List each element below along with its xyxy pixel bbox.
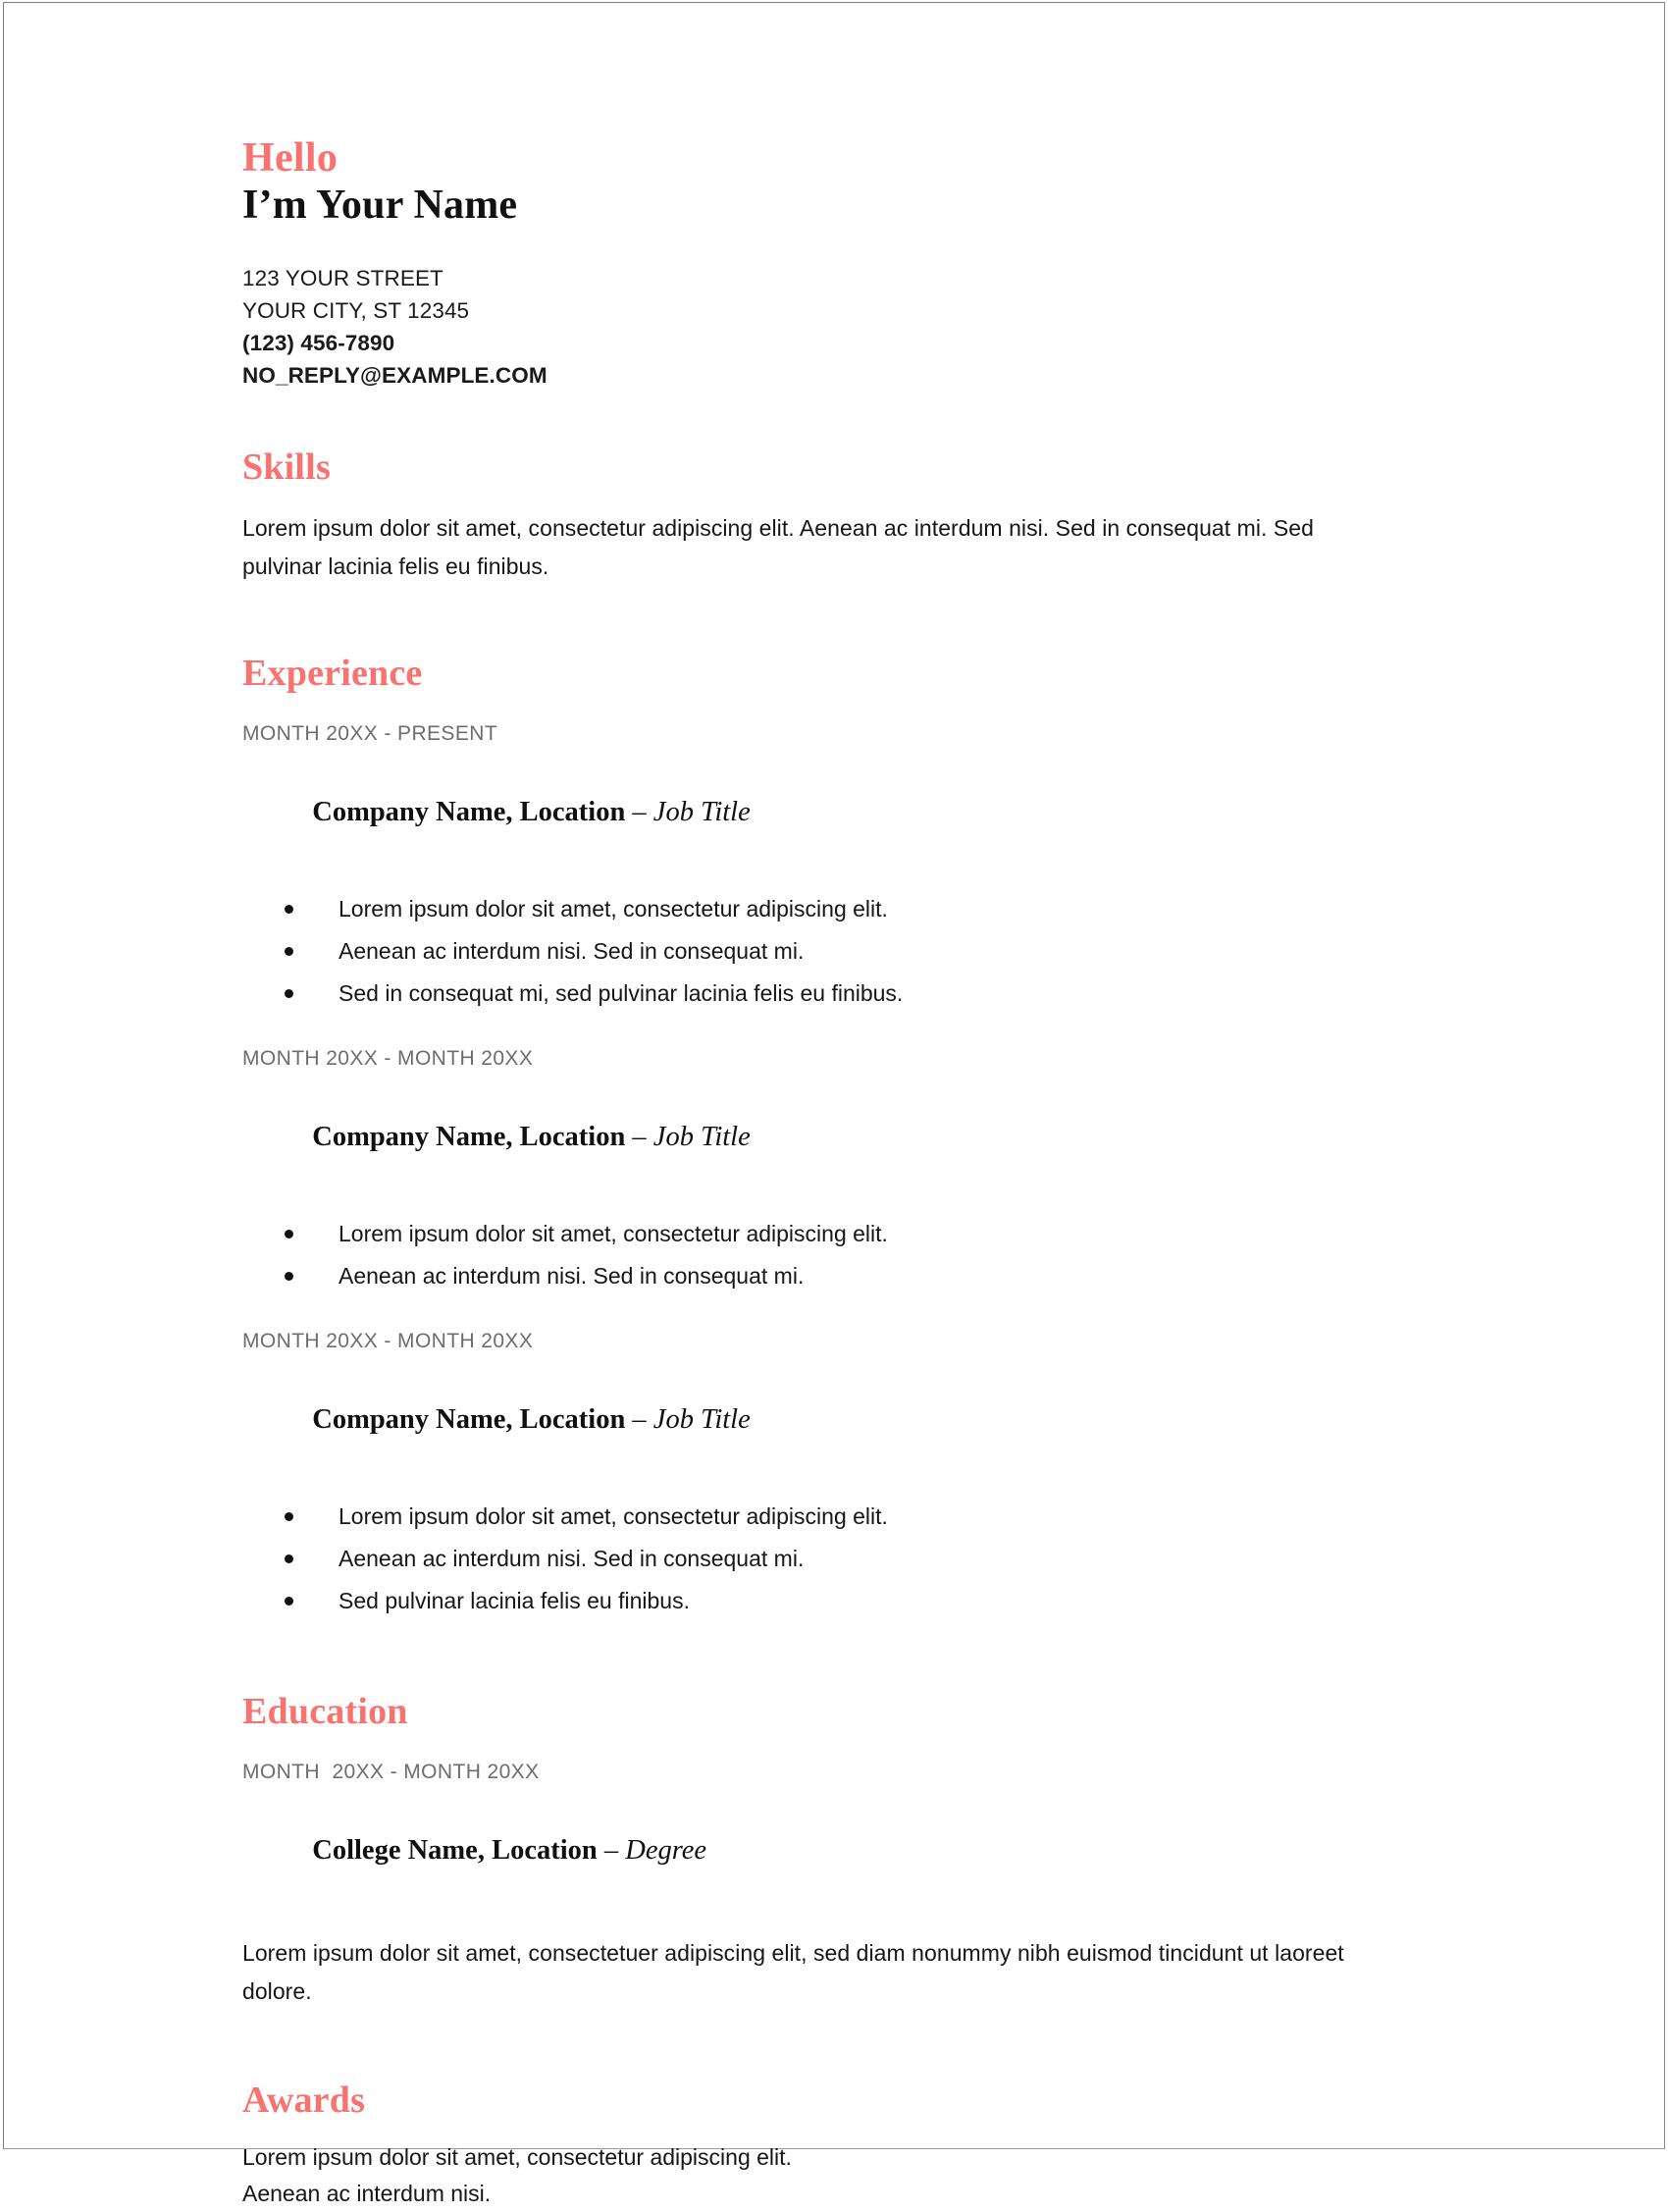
entry-bullet-list [242, 1496, 1410, 1622]
list-item-text: Aenean ac interdum nisi. Sed in consequat mi. [339, 937, 805, 964]
entry-organization: Company Name, Location [312, 1403, 626, 1435]
entry-title [242, 1358, 1410, 1482]
section-awards [242, 2081, 1410, 2212]
contact-phone: (123) 456-7890 [242, 330, 395, 355]
education-entry [242, 1758, 1410, 1913]
experience-entry [242, 1044, 1410, 1297]
list-item-text: Aenean ac interdum nisi. Sed in consequat mi. [339, 1262, 805, 1289]
bullet-icon [285, 947, 293, 956]
list-item [242, 1255, 1410, 1297]
entry-bullet-list [242, 1213, 1410, 1297]
bullet-icon [285, 905, 293, 914]
entry-role: Job Title [652, 1403, 751, 1435]
section-heading-education: Education [242, 1690, 408, 1732]
list-item [242, 1538, 1410, 1580]
section-education [242, 1690, 1410, 2011]
bullet-icon [285, 1272, 293, 1281]
awards-line-2: Aenean ac interdum nisi. [242, 2181, 492, 2207]
bullet-icon [285, 1554, 293, 1563]
list-item [242, 973, 1410, 1015]
entry-bullet-list [242, 888, 1410, 1015]
entry-role: Job Title [652, 1121, 751, 1152]
section-skills [242, 448, 1410, 586]
bullet-icon [285, 1597, 293, 1606]
list-item [242, 888, 1410, 930]
list-item [242, 1496, 1410, 1538]
entry-title [242, 1076, 1410, 1199]
bullet-icon [285, 1230, 293, 1238]
list-item-text: Lorem ipsum dolor sit amet, consectetur adipiscing elit. [339, 895, 888, 922]
list-item [242, 1580, 1410, 1622]
contact-block [242, 262, 1410, 392]
section-heading-experience: Experience [242, 652, 423, 694]
entry-role: Job Title [652, 796, 751, 827]
entry-date: MONTH 20XX - MONTH 20XX [242, 1760, 540, 1783]
section-heading-skills: Skills [242, 446, 331, 488]
bullet-icon [285, 1512, 293, 1521]
entry-title [242, 1789, 1410, 1913]
experience-entry [242, 1327, 1410, 1622]
contact-street: 123 YOUR STREET [242, 265, 443, 290]
contact-email: NO_REPLY@EXAMPLE.COM [242, 362, 547, 388]
entry-role: Degree [625, 1834, 707, 1866]
section-experience [242, 652, 1410, 1622]
entry-separator: – [625, 1403, 653, 1435]
list-item-text: Sed in consequat mi, sed pulvinar lacinia felis eu finibus. [339, 979, 904, 1006]
list-item [242, 930, 1410, 973]
list-item [242, 1213, 1410, 1255]
resume-content [242, 137, 1410, 2212]
experience-entry [242, 719, 1410, 1015]
bullet-icon [285, 989, 293, 998]
awards-line-1: Lorem ipsum dolor sit amet, consectetur adipiscing elit. [242, 2144, 792, 2171]
list-item-text: Sed pulvinar lacinia felis eu finibus. [339, 1587, 690, 1613]
contact-city-state-zip: YOUR CITY, ST 12345 [242, 297, 470, 323]
section-heading-awards: Awards [242, 2079, 366, 2121]
page-title: I’m Your Name [242, 182, 518, 228]
entry-title [242, 751, 1410, 874]
skills-body: Lorem ipsum dolor sit amet, consectetur adipiscing elit. Aenean ac interdum nisi. Sed in consequat mi. Sed pulvinar lacinia felis eu finibus. [242, 514, 1314, 579]
entry-separator: – [625, 796, 653, 827]
resume-header [242, 137, 1410, 392]
entry-date: MONTH 20XX - MONTH 20XX [242, 1329, 534, 1352]
greeting-text: Hello [242, 135, 339, 181]
list-item-text: Aenean ac interdum nisi. Sed in consequat mi. [339, 1545, 805, 1571]
list-item-text: Lorem ipsum dolor sit amet, consectetur adipiscing elit. [339, 1220, 888, 1246]
entry-date: MONTH 20XX - PRESENT [242, 721, 498, 745]
entry-organization: Company Name, Location [312, 1121, 626, 1152]
entry-organization: Company Name, Location [312, 796, 626, 827]
entry-date: MONTH 20XX - MONTH 20XX [242, 1046, 534, 1070]
education-body: Lorem ipsum dolor sit amet, consectetuer adipiscing elit, sed diam nonummy nibh euismod tincidunt ut laoreet dolore. [242, 1939, 1344, 2004]
entry-separator: – [625, 1121, 653, 1152]
entry-separator: – [597, 1834, 626, 1866]
list-item-text: Lorem ipsum dolor sit amet, consectetur adipiscing elit. [339, 1502, 888, 1529]
entry-organization: College Name, Location [312, 1834, 598, 1866]
